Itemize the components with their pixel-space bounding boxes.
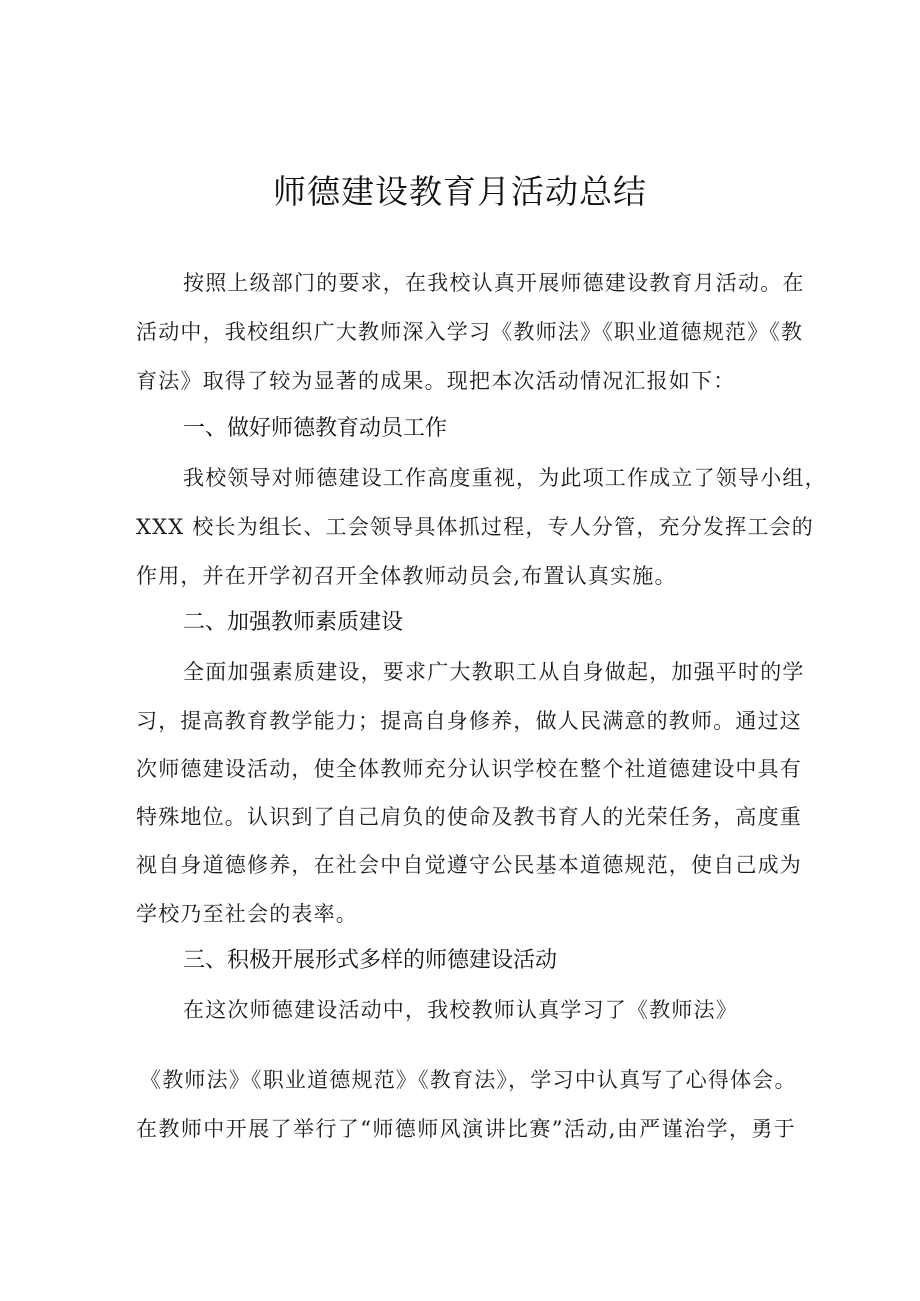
intro-line-1: 按照上级部门的要求，在我校认真开展师德建设教育月活动。在	[183, 271, 805, 295]
section-2-heading: 二、加强教师素质建设	[183, 610, 404, 635]
intro-line-3: 育法》取得了较为显著的成果。现把本次活动情况汇报如下：	[136, 369, 736, 393]
section-1-heading: 一、做好师德教育动员工作	[183, 416, 448, 441]
section-3-line-1: 在这次师德建设活动中，我校教师认真学习了《教师法》	[183, 998, 738, 1022]
section-2-line-3: 次师德建设活动，使全体教师充分认识学校在整个社道德建设中具有	[136, 757, 802, 781]
section-1-line-1: 我校领导对师德建设工作高度重视，为此项工作成立了领导小组，	[183, 466, 827, 490]
page-title: 师德建设教育月活动总结	[273, 172, 647, 211]
section-2-line-6: 学校乃至社会的表率。	[136, 902, 358, 926]
section-3-heading: 三、积极开展形式多样的师德建设活动	[183, 948, 558, 973]
section-3-line-3: 在教师中开展了举行了“师德师风演讲比赛”活动,由严谨治学，勇于	[136, 1117, 796, 1141]
section-2-line-1: 全面加强素质建设，要求广大教职工从自身做起，加强平时的学	[183, 660, 805, 684]
section-2-line-5: 视自身道德修养，在社会中自觉遵守公民基本道德规范，使自己成为	[136, 853, 802, 877]
section-2-line-2: 习，提高教育教学能力；提高自身修养，做人民满意的教师。通过这	[136, 709, 802, 733]
section-1-line-2: XXX 校长为组长、工会领导具体抓过程，专人分管，充分发挥工会的	[136, 515, 814, 539]
section-2-line-4: 特殊地位。认识到了自己肩负的使命及教书育人的光荣任务，高度重	[136, 805, 802, 829]
section-3-line-2: 《教师法》《职业道德规范》《教育法》，学习中认真写了心得体会。	[140, 1068, 797, 1092]
section-1-line-3: 作用，并在开学初召开全体教师动员会,布置认真实施。	[136, 564, 677, 588]
intro-line-2: 活动中，我校组织广大教师深入学习《教师法》《职业道德规范》《教	[136, 320, 804, 344]
